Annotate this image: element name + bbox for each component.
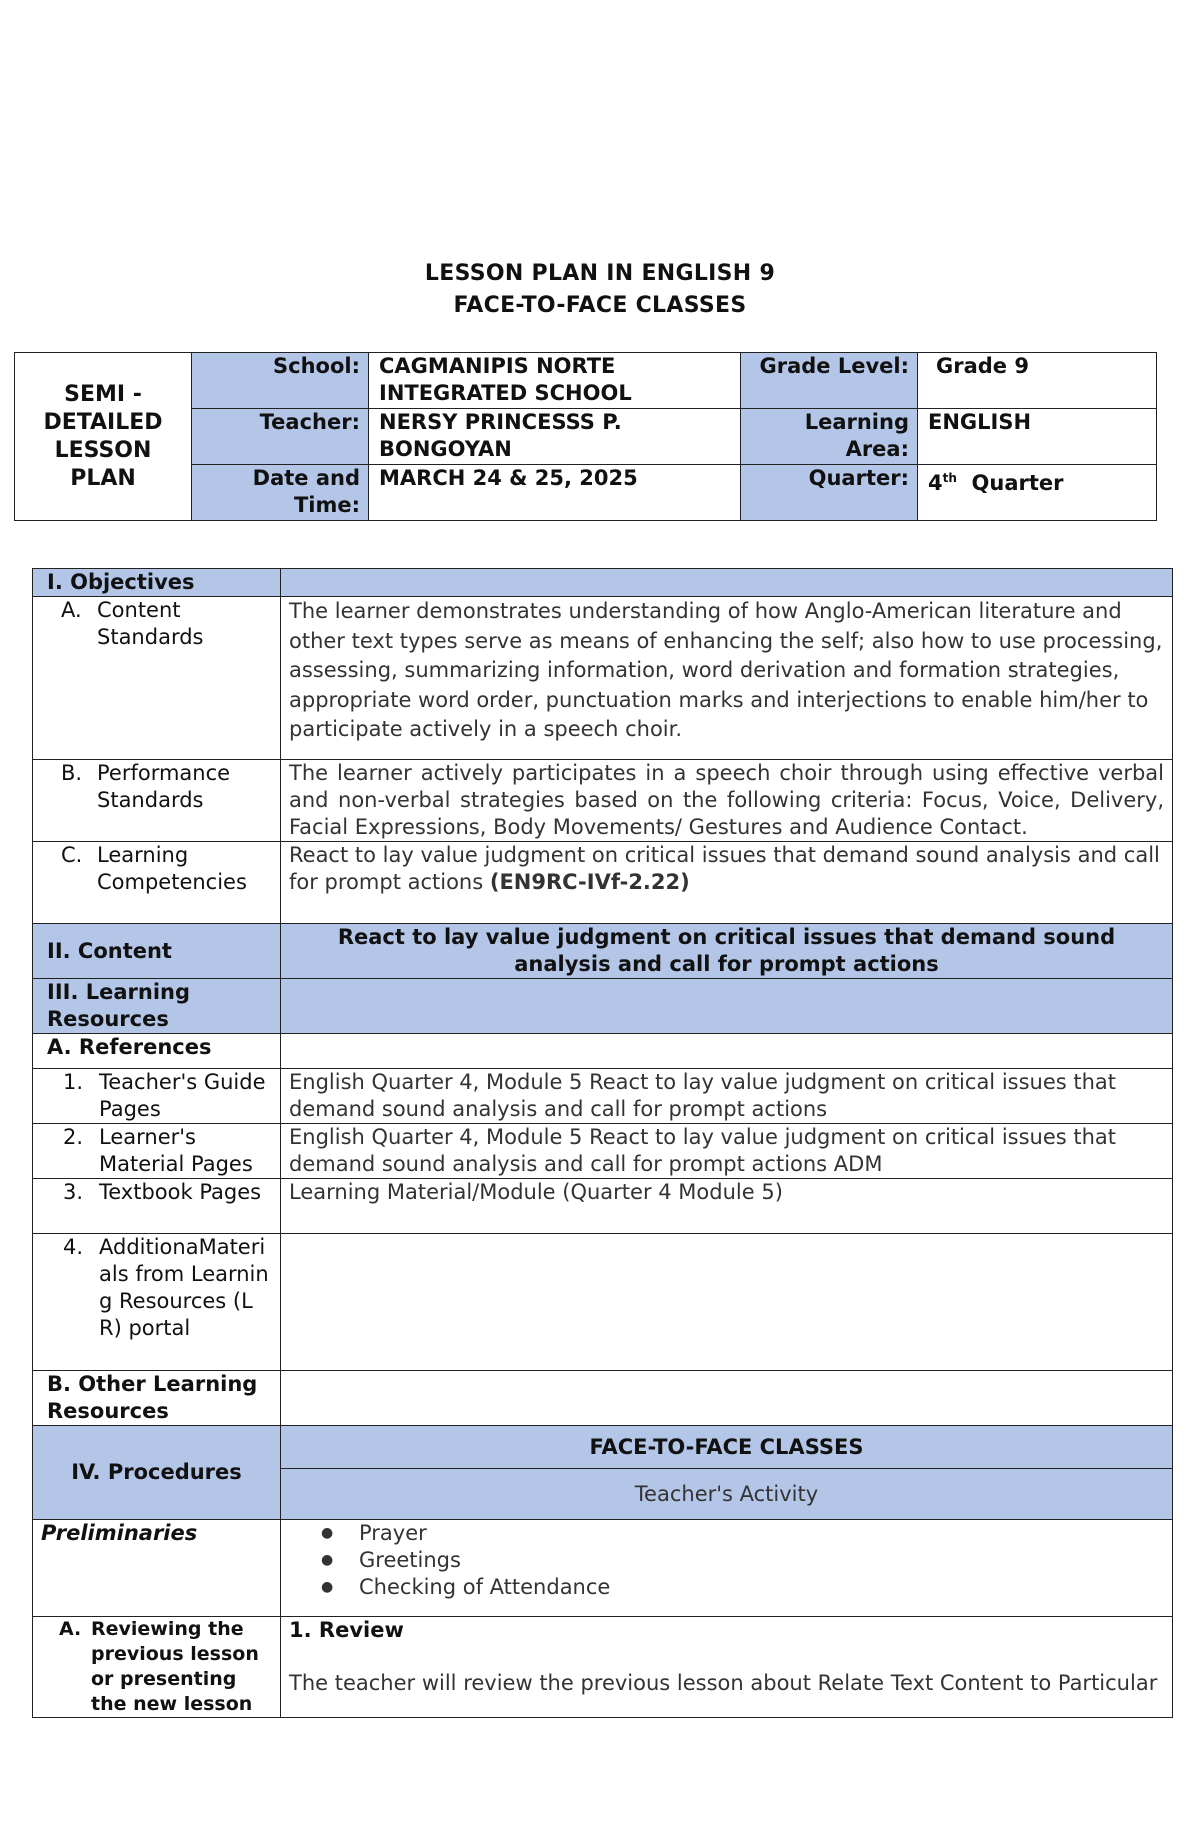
area-value: ENGLISH — [918, 409, 1157, 465]
teacher-value: NERSY PRINCESSS P. BONGOYAN — [369, 409, 741, 465]
procedures-row — [33, 1426, 1173, 1469]
content-row — [33, 924, 1173, 979]
content-text: React to lay value judgment on critical issues that demand sound analysis and call for prompt actions — [281, 924, 1173, 979]
performance-standards-label: B. Performance Standards — [33, 760, 281, 842]
other-resources-row — [33, 1371, 1173, 1426]
quarter-value: 4th Quarter — [918, 465, 1157, 521]
review-content — [281, 1617, 1173, 1718]
school-value: CAGMANIPIS NORTE INTEGRATED SCHOOL — [369, 353, 741, 409]
grade-value: Grade 9 — [918, 353, 1157, 409]
lesson-table — [32, 568, 1173, 1718]
learning-resources-heading: III. Learning Resources — [33, 979, 281, 1034]
grade-label: Grade Level: — [741, 353, 918, 409]
objectives-row — [33, 569, 1173, 597]
date-value: MARCH 24 & 25, 2025 — [369, 465, 741, 521]
competencies-text: React to lay value judgment on critical issues that demand sound analysis and call for prompt actions (EN9RC-IVf-2.22) — [281, 842, 1173, 924]
list-item: ● Prayer — [359, 1520, 1164, 1547]
other-resources-heading: B. Other Learning Resources — [33, 1371, 281, 1426]
teachers-activity-heading: Teacher's Activity — [281, 1469, 1173, 1520]
resource-item-label: 4. AdditionaMaterials from Learning Resources (LR) portal — [33, 1234, 281, 1371]
school-label: School: — [192, 353, 369, 409]
procedures-heading: IV. Procedures — [33, 1426, 281, 1520]
review-text: The teacher will review the previous lesson about Relate Text Content to Particular — [289, 1671, 1158, 1695]
review-label: A. Reviewing the previous lesson or presenting the new lesson — [33, 1617, 281, 1718]
resource-item-row — [33, 1124, 1173, 1179]
list-item: ● Checking of Attendance — [359, 1574, 1164, 1601]
resource-item-text — [281, 1234, 1173, 1371]
area-label: Learning Area: — [741, 409, 918, 465]
competency-code: (EN9RC-IVf-2.22) — [489, 870, 690, 894]
review-title: 1. Review — [289, 1618, 404, 1642]
teacher-label: Teacher: — [192, 409, 369, 465]
title-line-2: FACE-TO-FACE CLASSES — [453, 293, 747, 318]
references-heading: A. References — [33, 1034, 281, 1069]
performance-standards-row — [33, 760, 1173, 842]
competencies-label: C. Learning Competencies — [33, 842, 281, 924]
preliminaries-list — [281, 1520, 1173, 1617]
references-row — [33, 1034, 1173, 1069]
learning-resources-row — [33, 979, 1173, 1034]
content-standards-label: A. Content Standards — [33, 597, 281, 760]
preliminaries-label: Preliminaries — [33, 1520, 281, 1617]
date-label: Date and Time: — [192, 465, 369, 521]
quarter-label: Quarter: — [741, 465, 918, 521]
objectives-heading: I. Objectives — [33, 569, 281, 597]
performance-standards-text: The learner actively participates in a speech choir through using effective verbal and non-verbal strategies based on the following criteria: Focus, Voice, Delivery, Facial Expressions, Body Movements/ Gestures and Audience Contact. — [281, 760, 1173, 842]
content-standards-row — [33, 597, 1173, 760]
resource-item-row — [33, 1069, 1173, 1124]
resource-item-label: 1. Teacher's Guide Pages — [33, 1069, 281, 1124]
resource-item-row — [33, 1234, 1173, 1371]
page-title — [0, 258, 1200, 322]
resource-item-text: English Quarter 4, Module 5 React to lay value judgment on critical issues that demand sound analysis and call for prompt actions ADM — [281, 1124, 1173, 1179]
resource-item-text: Learning Material/Module (Quarter 4 Module 5) — [281, 1179, 1173, 1234]
resource-item-label: 2. Learner's Material Pages — [33, 1124, 281, 1179]
title-line-1: LESSON PLAN IN ENGLISH 9 — [424, 261, 776, 286]
resource-item-row — [33, 1179, 1173, 1234]
resource-item-label: 3. Textbook Pages — [33, 1179, 281, 1234]
preliminaries-row — [33, 1520, 1173, 1617]
header-table — [14, 352, 1157, 521]
content-heading: II. Content — [33, 924, 281, 979]
review-row — [33, 1617, 1173, 1718]
competencies-row — [33, 842, 1173, 924]
plan-type-cell: SEMI - DETAILED LESSON PLAN — [15, 353, 192, 521]
resource-item-text: English Quarter 4, Module 5 React to lay value judgment on critical issues that demand sound analysis and call for prompt actions — [281, 1069, 1173, 1124]
list-item: ● Greetings — [359, 1547, 1164, 1574]
procedures-mode: FACE-TO-FACE CLASSES — [281, 1426, 1173, 1469]
content-standards-text: The learner demonstrates understanding of how Anglo-American literature and other text types serve as means of enhancing the self; also how to use processing, assessing, summarizing information, word derivation and formation strategies, appropriate word order, punctuation marks and interjections to enable him/her to participate actively in a speech choir. — [281, 597, 1173, 760]
